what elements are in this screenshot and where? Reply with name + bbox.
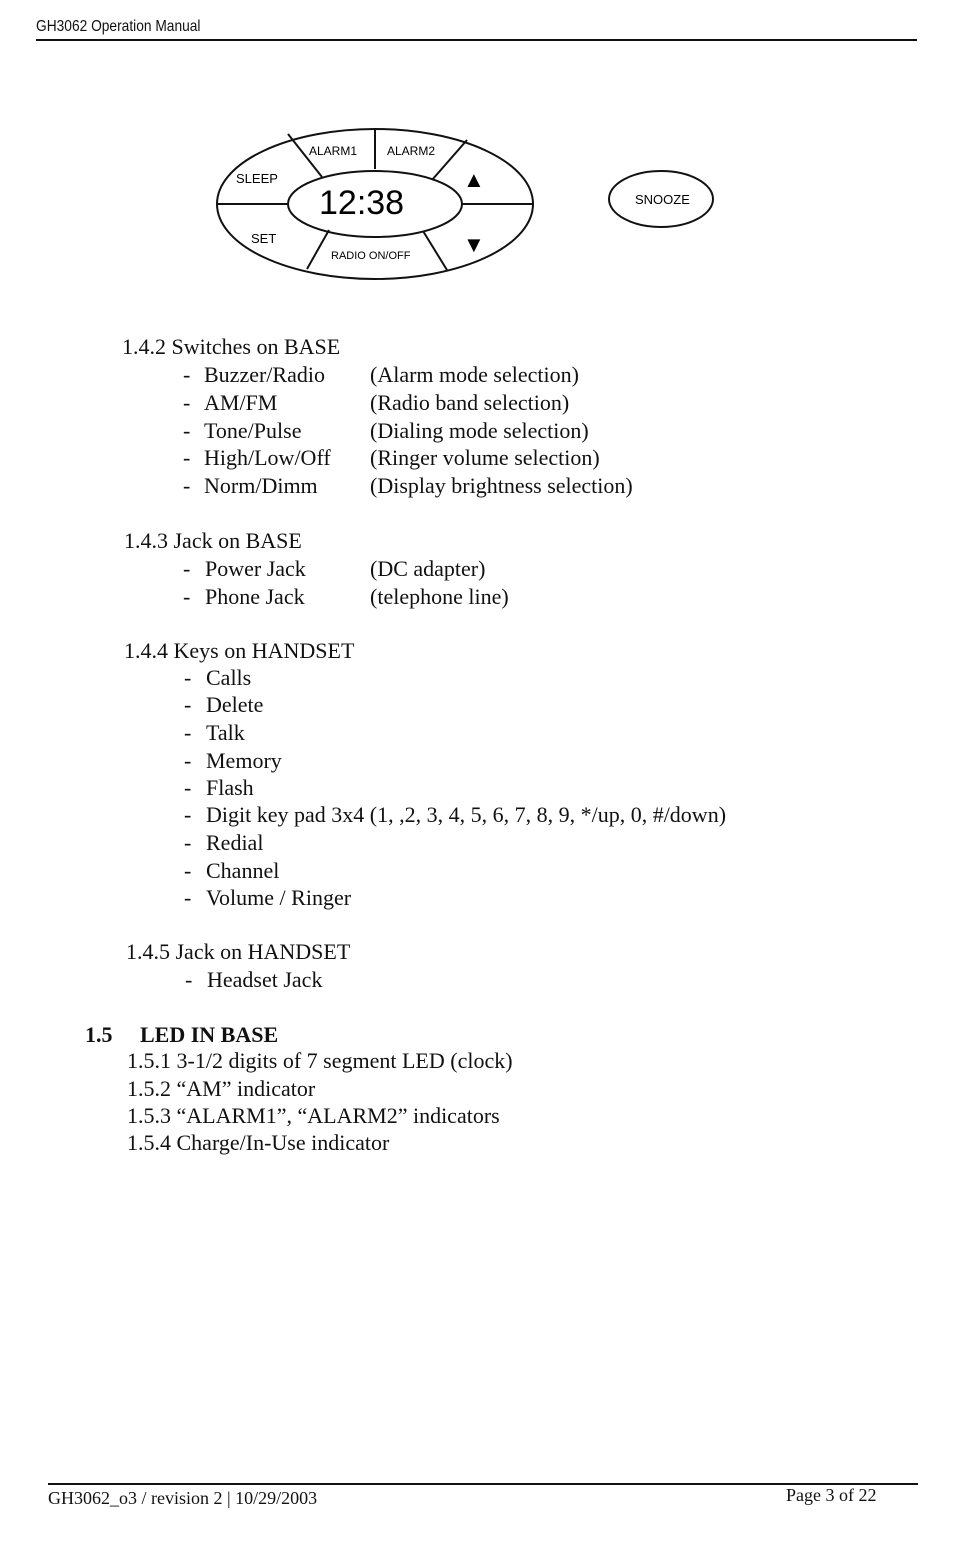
key-name: Calls <box>206 665 252 690</box>
alarm2-button[interactable]: ALARM2 <box>387 144 436 158</box>
header-rule <box>36 39 917 41</box>
section-1-5-number: 1.5 <box>85 1022 113 1047</box>
down-arrow-icon[interactable]: ▼ <box>463 232 485 257</box>
section-1-5-title: LED IN BASE <box>140 1022 279 1047</box>
header-title: GH3062 Operation Manual <box>36 18 201 35</box>
snooze-button[interactable]: SNOOZE <box>635 192 690 207</box>
key-name: Digit key pad 3x4 (1, ,2, 3, 4, 5, 6, 7, 8, 9, */up, 0, #/down) <box>206 802 727 827</box>
switch-name: Tone/Pulse <box>204 418 302 443</box>
alarm1-button[interactable]: ALARM1 <box>309 144 358 158</box>
switch-name: Buzzer/Radio <box>204 362 325 387</box>
radio-on-off-button[interactable]: RADIO ON/OFF <box>331 250 411 262</box>
footer-page-number: Page 3 of 22 <box>786 1485 877 1505</box>
switch-name: AM/FM <box>204 390 278 415</box>
list-item: 1.5.4 Charge/In-Use indicator <box>127 1130 390 1155</box>
sleep-button[interactable]: SLEEP <box>236 171 278 186</box>
section-1-4-2-heading: 1.4.2 Switches on BASE <box>122 334 341 359</box>
key-name: Delete <box>206 692 264 717</box>
clock-display: 12:38 <box>319 184 405 222</box>
base-button-diagram <box>205 112 725 290</box>
section-1-4-5-heading: 1.4.5 Jack on HANDSET <box>126 939 351 964</box>
switch-desc: (Display brightness selection) <box>370 473 633 498</box>
switch-desc: (Dialing mode selection) <box>370 418 589 443</box>
switch-name: Norm/Dimm <box>204 473 318 498</box>
jack-desc: (telephone line) <box>370 584 509 609</box>
key-name: Flash <box>206 775 254 800</box>
list-item: 1.5.2 “AM” indicator <box>127 1076 316 1101</box>
jack-name: Power Jack <box>205 556 306 581</box>
key-name: Memory <box>206 748 282 773</box>
jack-name: Phone Jack <box>205 584 305 609</box>
set-button[interactable]: SET <box>251 231 277 246</box>
section-1-4-4-heading: 1.4.4 Keys on HANDSET <box>124 638 355 663</box>
switch-desc: (Radio band selection) <box>370 390 570 415</box>
key-name: Redial <box>206 830 264 855</box>
key-name: Talk <box>206 720 245 745</box>
key-name: Volume / Ringer <box>206 885 352 910</box>
jack-name: Headset Jack <box>207 967 323 992</box>
up-arrow-icon[interactable]: ▲ <box>463 167 485 192</box>
list-item: 1.5.1 3-1/2 digits of 7 segment LED (clock) <box>127 1048 513 1073</box>
switch-desc: (Alarm mode selection) <box>370 362 579 387</box>
key-name: Channel <box>206 858 280 883</box>
jack-desc: (DC adapter) <box>370 556 486 581</box>
footer-doc-info: GH3062_o3 / revision 2 | 10/29/2003 <box>48 1488 318 1508</box>
switch-name: High/Low/Off <box>204 445 331 470</box>
section-1-4-3-heading: 1.4.3 Jack on BASE <box>124 528 302 553</box>
list-item: 1.5.3 “ALARM1”, “ALARM2” indicators <box>127 1103 500 1128</box>
switch-desc: (Ringer volume selection) <box>370 445 600 470</box>
